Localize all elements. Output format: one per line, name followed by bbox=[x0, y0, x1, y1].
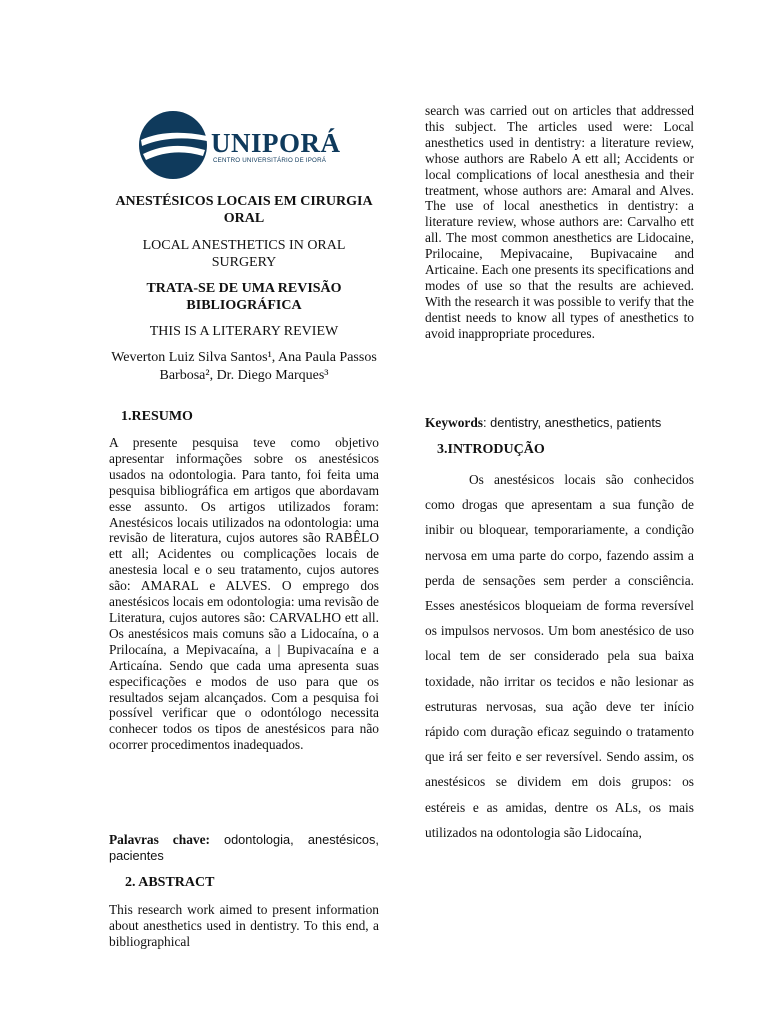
introducao-body: Os anestésicos locais são conhecidos como drogas que apresentam a sua função de inibir ou bloquear, temporariamente, a condição nervosa em uma parte do corpo, fazendo assim a perda de sensações sem perder a consciência. Esses anestésicos bloqueiam de forma reversível os impulsos nervosos. Um bom anestésico de uso local tem de ser considerado pela sua baixa toxidade, não irritar os tecidos e não lesionar as estruturas nervosas, sua ação deve ter início rápido com duração eficaz seguindo o tratamento que irá ser feito e ser reversível. Sendo assim, os anestésicos se dividem em dois grupos: os estéreis e as amidas, dentre os ALs, os mais utilizados na odontologia são Lidocaína, bbox=[425, 472, 694, 840]
resumo-text: A presente pesquisa teve como objetivo apresentar informações sobre os anestésicos usados na odontologia. Para tanto, foi feita uma pesquisa bibliográfica em artigos que abordavam esse assunto. Os artigos utilizados foram: Anestésicos locais utilizados na odontologia: uma revisão de literatura, cujos autores são RABÊLO ett all; Acidentes ou complicações locais de anestesia local e o seu tratamento, cujos autores são: AMARAL e ALVES. O emprego dos anestésicos locais em odontologia: uma revisão de Literatura, cujos autores são: CARVALHO ett all. Os anestésicos mais comuns são a Lidocaína, o a Prilocaína, a Mepivacaína, a | Bupivacaína e a Articaína. Sendo que cada uma apresenta suas especificações e modos de uso para que os resultados sejam alcançados. Com a pesquisa foi possível verificar que o odontólogo necessita conhecer todos os tipos de anestésicos para não ocorrer procedimentos inadequados. bbox=[109, 435, 379, 753]
palavras-chave bbox=[109, 832, 379, 864]
logo-subtitle: CENTRO UNIVERSITÁRIO DE IPORÁ bbox=[213, 157, 327, 164]
abstract-text-start: This research work aimed to present information about anesthetics used in dentistry. To this end, a bibliographical bbox=[109, 902, 379, 949]
keywords-values: : dentistry, anesthetics, patients bbox=[483, 415, 662, 430]
title-en: LOCAL ANESTHETICS IN ORAL SURGERY bbox=[142, 238, 346, 270]
keywords bbox=[425, 415, 694, 431]
subtitle-en: THIS IS A LITERARY REVIEW bbox=[149, 324, 339, 339]
logo bbox=[137, 110, 357, 180]
keywords-label: Keywords bbox=[425, 415, 484, 430]
logo-name: UNIPORÁ bbox=[211, 128, 341, 158]
unipora-logo-emblem-icon bbox=[137, 110, 209, 180]
title-pt: ANESTÉSICOS LOCAIS EM CIRURGIA ORAL bbox=[115, 194, 373, 226]
subtitle-pt: TRATA-SE DE UMA REVISÃO BIBLIOGRÁFICA bbox=[146, 281, 342, 313]
authors: Weverton Luiz Silva Santos¹, Ana Paula Passos Barbosa², Dr. Diego Marques³ bbox=[111, 350, 377, 383]
palavras-chave-label: Palavras chave: bbox=[109, 832, 210, 847]
palavras-chave-values: odontologia, anestésicos, pacientes bbox=[109, 832, 379, 863]
abstract-text-continued: search was carried out on articles that addressed this subject. The articles used were: Local anesthetics used in dentistry: a literature review, whose authors are Rabelo A ett all; Accidents or local complications of local anesthesia and their treatment, whose authors are: Amaral and Alves. The use of local anesthetics in dentistry: a literature review, whose authors are: Carvalho ett all. The most common anesthetics are Lidocaine, Prilocaine, Mepivacaine, Bupivacaine and Articaine. Each one presents its specifications and modes of use so that the results are achieved. With the research it was possible to verify that the dentist needs to know all types of anesthetics to avoid inappropriate procedures. bbox=[425, 103, 694, 341]
introducao-heading: 3.INTRODUÇÃO bbox=[437, 442, 545, 457]
abstract-heading: 2. ABSTRACT bbox=[125, 875, 215, 890]
resumo-heading: 1.RESUMO bbox=[121, 409, 193, 424]
introducao-text bbox=[425, 467, 694, 845]
